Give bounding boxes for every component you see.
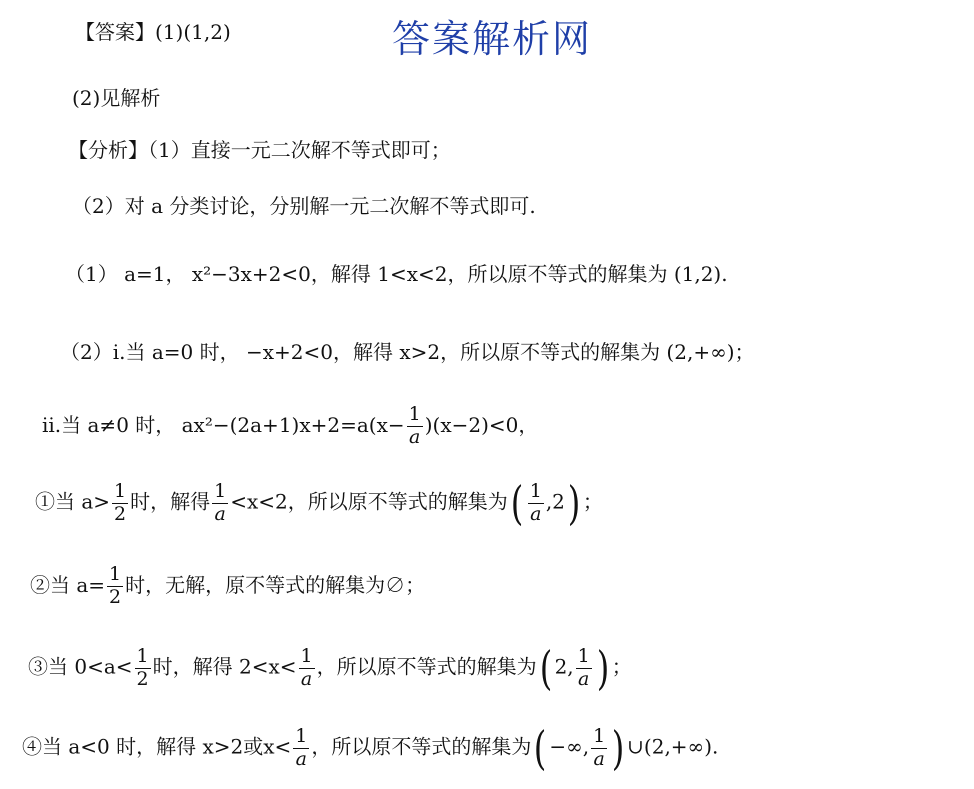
case3-line [28, 641, 632, 695]
s3-suffix: )(x−2)<0， [424, 412, 539, 437]
case1-part-a: ①当 a> [35, 489, 111, 514]
case1-line [35, 476, 603, 530]
case4-end: ∪(2,+∞). [627, 734, 719, 759]
s3-prefix: ii.当 a≠0 时， ax²−(2a+1)x+2=a(x− [42, 412, 405, 437]
right-paren: ) [596, 641, 610, 695]
case3-part-a: ③当 0<a< [28, 654, 133, 679]
case3-part-c: ，所以原不等式的解集为 [316, 654, 537, 679]
answer-line [75, 22, 231, 42]
case3-part-b: 时，解得 2<x< [152, 654, 297, 679]
solution-line2: （2）i.当 a=0 时， −x+2<0，解得 x>2，所以原不等式的解集为 (2,+∞)； [60, 340, 755, 364]
set1-tail: ,2 [545, 489, 565, 514]
case1-end: ； [582, 489, 603, 514]
fraction-1-over-2: $\frac{1}{2}$ [109, 563, 122, 608]
fraction-1-over-a: $\frac{1}{a}$ [408, 403, 421, 448]
left-paren: ( [510, 476, 524, 530]
watermark: 答案解析网 [392, 17, 593, 61]
answer-label: 【答案】 [75, 20, 155, 44]
set4-head: −∞, [549, 734, 590, 759]
analysis-text1: （1）直接一元二次解不等式即可； [148, 138, 451, 162]
answer-part1: (1)(1,2) [155, 20, 231, 44]
analysis-label: 【分析】 [68, 138, 148, 162]
analysis-line2: （2）对 a 分类讨论，分别解一元二次解不等式即可. [72, 194, 536, 218]
case2-part-a: ②当 a= [30, 572, 106, 597]
fraction-1-over-a: $\frac{1}{a}$ [214, 479, 227, 525]
case3-end: ； [611, 654, 632, 679]
right-paren: ) [611, 721, 625, 775]
case4-part-b: ，所以原不等式的解集为 [311, 734, 532, 759]
case2-part-b: 时，无解，原不等式的解集为∅； [125, 572, 426, 597]
fraction-1-over-a: $\frac{1}{a}$ [295, 724, 308, 770]
fraction-1-over-a: $\frac{1}{a}$ [529, 479, 542, 525]
solution-line1: （1） a=1， x²−3x+2<0，解得 1<x<2，所以原不等式的解集为 (1,2). [65, 262, 728, 286]
fraction-1-over-a: $\frac{1}{a}$ [300, 644, 313, 690]
set3-head: 2, [554, 654, 574, 679]
right-paren: ) [567, 476, 581, 530]
case2-line [30, 565, 425, 608]
left-paren: ( [539, 641, 552, 695]
fraction-1-over-a: $\frac{1}{a}$ [577, 644, 590, 690]
fraction-1-over-2: $\frac{1}{2}$ [136, 644, 149, 690]
analysis-line1 [68, 140, 451, 160]
answer-part2: (2)见解析 [72, 86, 161, 110]
fraction-1-over-a: $\frac{1}{a}$ [593, 724, 606, 770]
fraction-1-over-2: $\frac{1}{2}$ [114, 479, 127, 525]
left-paren: ( [534, 721, 547, 775]
solution-line3 [42, 405, 538, 448]
case1-part-c: <x<2，所以原不等式的解集为 [230, 489, 508, 514]
case4-line [22, 721, 719, 775]
case4-part-a: ④当 a<0 时，解得 x>2或x< [22, 734, 292, 759]
case1-part-b: 时，解得 [130, 489, 211, 514]
